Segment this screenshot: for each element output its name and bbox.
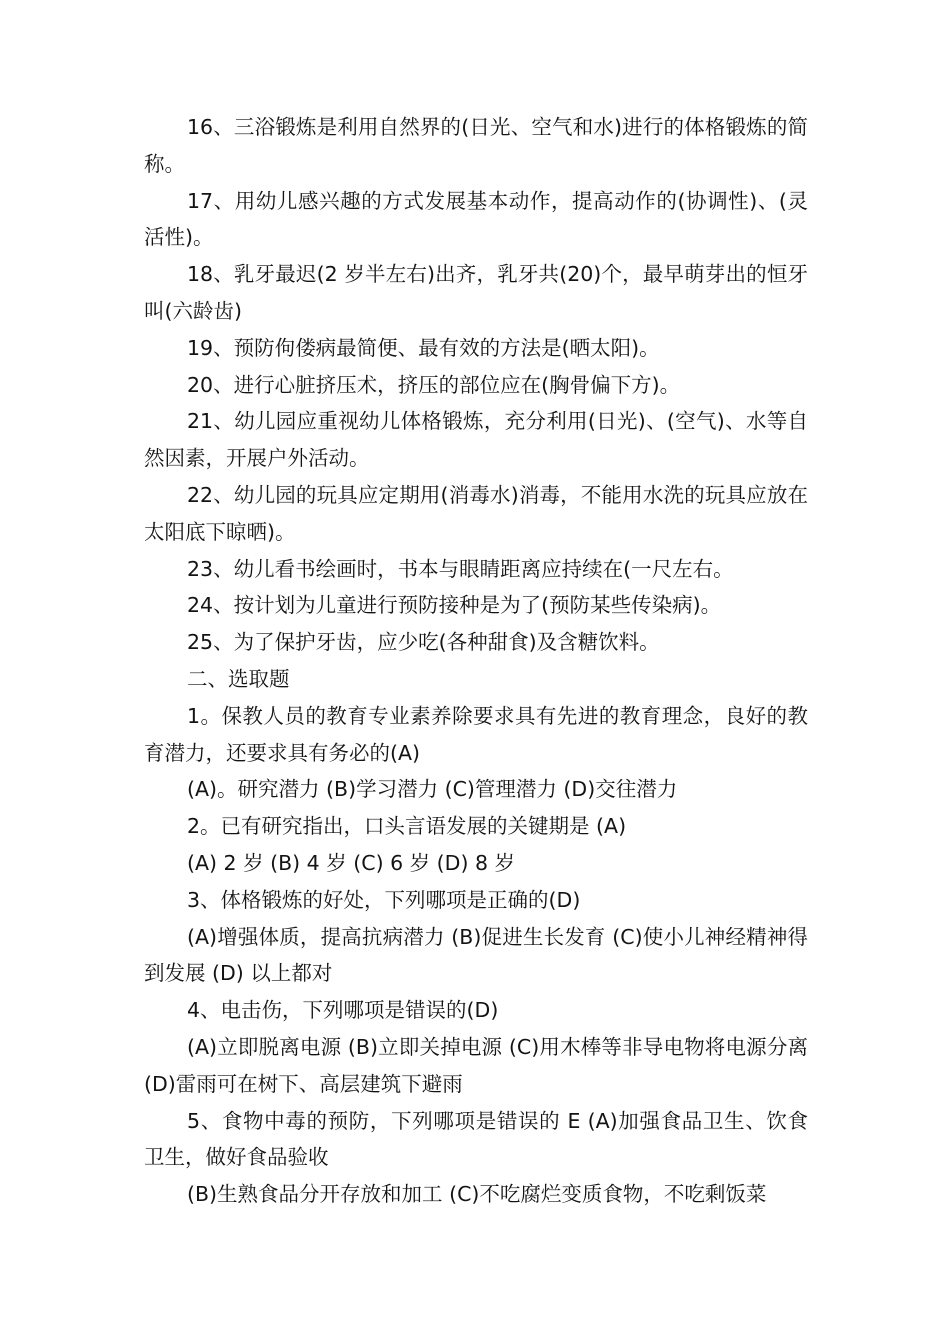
question-1-options: (A)。研究潜力 (B)学习潜力 (C)管理潜力 (D)交往潜力 [187,777,678,802]
paragraph-16: 16、三浴锻炼是利用自然界的(日光、空气和水)进行的体格锻炼的简称。 [144,115,808,176]
section-heading: 二、选取题 [187,666,290,691]
question-4: 4、电击伤，下列哪项是错误的(D) [187,998,499,1023]
question-1: 1。保教人员的教育专业素养除要求具有先进的教育理念，良好的教育潜力，还要求具有务必的(A) [144,703,808,765]
question-3-options: (A)增强体质，提高抗病潜力 (B)促进生长发育 (C)使小儿神经精神得到发展 (D) 以上都对 [144,924,808,986]
paragraph-19: 19、预防佝偻病最简便、最有效的方法是(晒太阳)。 [187,335,660,360]
paragraph-25: 25、为了保护牙齿，应少吃(各种甜食)及含糖饮料。 [187,630,660,655]
question-2-options: (A) 2 岁 (B) 4 岁 (C) 6 岁 (D) 8 岁 [187,850,516,875]
question-2: 2。已有研究指出，口头言语发展的关键期是 (A) [187,814,627,839]
question-5: 5、食物中毒的预防，下列哪项是错误的 E (A)加强食品卫生、饮食卫生，做好食品验收 [144,1108,808,1170]
paragraph-17: 17、用幼儿感兴趣的方式发展基本动作，提高动作的(协调性)、(灵活性)。 [144,188,808,250]
paragraph-22: 22、幼儿园的玩具应定期用(消毒水)消毒，不能用水洗的玩具应放在太阳底下晾晒)。 [144,482,808,544]
question-5-options: (B)生熟食品分开存放和加工 (C)不吃腐烂变质食物，不吃剩饭菜 [187,1182,767,1207]
paragraph-20: 20、进行心脏挤压术，挤压的部位应在(胸骨偏下方)。 [187,372,681,397]
paragraph-23: 23、幼儿看书绘画时，书本与眼睛距离应持续在(一尺左右。 [187,556,734,581]
question-3: 3、体格锻炼的好处，下列哪项是正确的(D) [187,887,581,912]
paragraph-24: 24、按计划为儿童进行预防接种是为了(预防某些传染病)。 [187,593,722,618]
question-4-options: (A)立即脱离电源 (B)立即关掉电源 (C)用木棒等非导电物将电源分离 (D)雷雨可在树下、高层建筑下避雨 [144,1034,808,1096]
document-body [144,109,808,1213]
paragraph-21: 21、幼儿园应重视幼儿体格锻炼，充分利用(日光)、(空气)、水等自然因素，开展户外活动。 [144,409,808,471]
paragraph-18: 18、乳牙最迟(2 岁半左右)出齐，乳牙共(20)个，最早萌芽出的恒牙叫(六龄齿) [144,262,808,323]
